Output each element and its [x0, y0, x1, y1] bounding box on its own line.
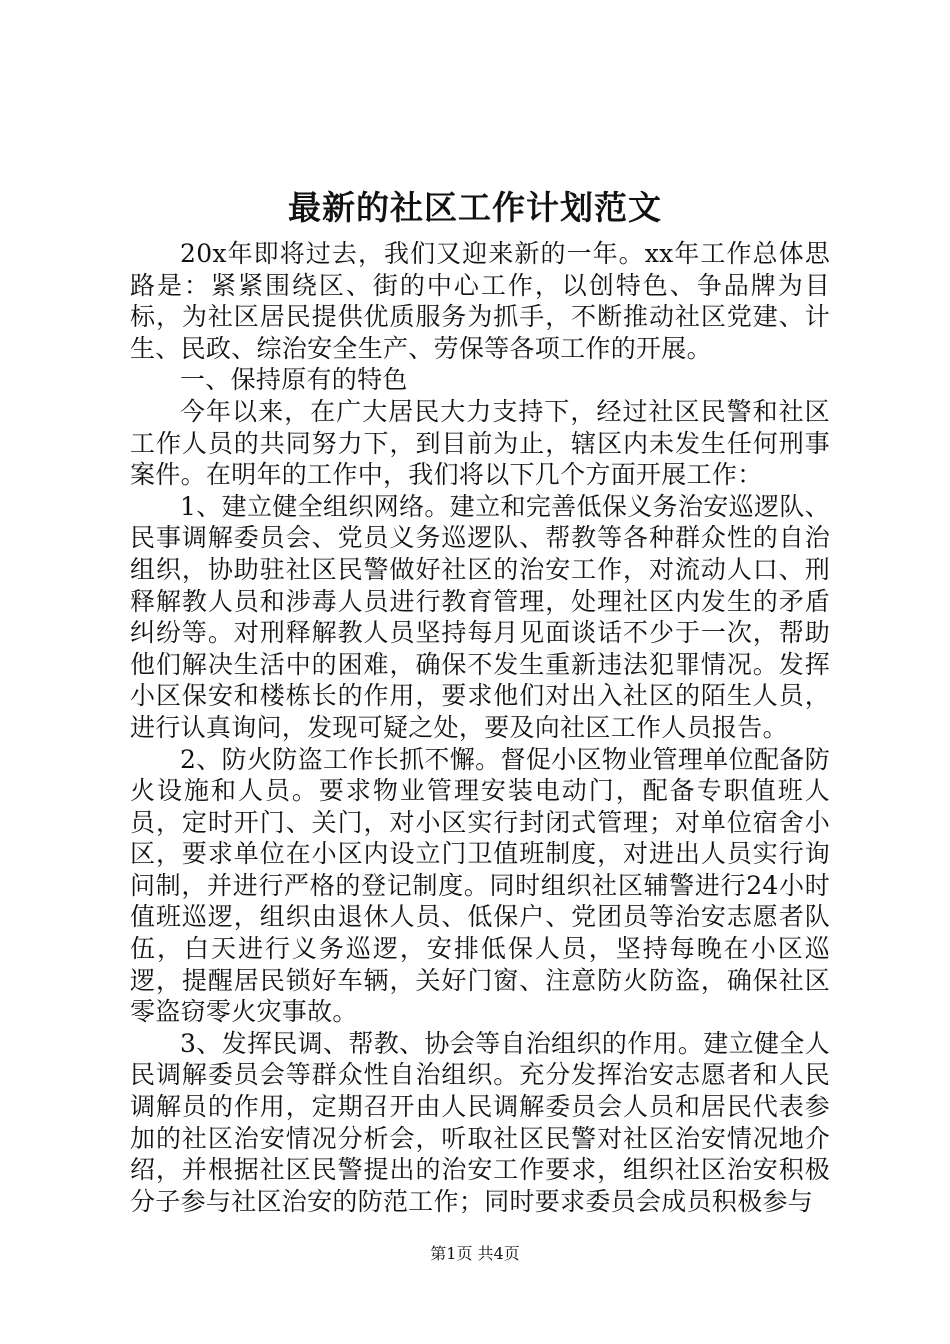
page-number-footer: 第1页 共4页 — [430, 1244, 520, 1263]
paragraph-item-1: 1、建立健全组织网络。建立和完善低保义务治安巡逻队、民事调解委员会、党员义务巡逻队、帮教等各种群众性的自治组织，协助驻社区民警做好社区的治安工作，对流动人口、刑释解教人员和涉毒人员进行教育管理，处理社区内发生的矛盾纠纷等。对刑释解教人员坚持每月见面谈话不少于一次，帮助他们解决生活中的困难，确保不发生重新违法犯罪情况。发挥小区保安和楼栋长的作用，要求他们对出入社区的陌生人员，进行认真询问，发现可疑之处，要及向社区工作人员报告。 — [130, 491, 830, 742]
paragraph-intro: 20x年即将过去，我们又迎来新的一年。xx年工作总体思路是：紧紧围绕区、街的中心工作，以创特色、争品牌为目标，为社区居民提供优质服务为抓手，不断推动社区党建、计生、民政、综治安全生产、劳保等各项工作的开展。 — [130, 239, 830, 363]
paragraph-overview: 今年以来，在广大居民大力支持下，经过社区民警和社区工作人员的共同努力下，到目前为止，辖区内未发生任何刑事案件。在明年的工作中，我们将以下几个方面开展工作： — [130, 396, 830, 490]
section-heading-1: 一、保持原有的特色 — [180, 365, 408, 395]
document-body — [130, 238, 830, 1217]
paragraph-item-3: 3、发挥民调、帮教、协会等自治组织的作用。建立健全人民调解委员会等群众性自治组织。充分发挥治安志愿者和人民调解员的作用，定期召开由人民调解委员会人员和居民代表参加的社区治安情况分析会，听取社区民警对社区治安情况地介绍，并根据社区民警提出的治安工作要求，组织社区治安积极分子参与社区治安的防范工作；同时要求委员会成员积极参与 — [130, 1028, 830, 1216]
paragraph-item-2: 2、防火防盗工作长抓不懈。督促小区物业管理单位配备防火设施和人员。要求物业管理安装电动门，配备专职值班人员，定时开门、关门，对小区实行封闭式管理；对单位宿舍小区，要求单位在小区内设立门卫值班制度，对进出人员实行询问制，并进行严格的登记制度。同时组织社区辅警进行24小时值班巡逻，组织由退休人员、低保户、党团员等治安志愿者队伍，白天进行义务巡逻，安排低保人员，坚持每晚在小区巡逻，提醒居民锁好车辆，关好门窗、注意防火防盗，确保社区零盗窃零火灾事故。 — [130, 744, 830, 1027]
document-title: 最新的社区工作计划范文 — [288, 188, 662, 227]
